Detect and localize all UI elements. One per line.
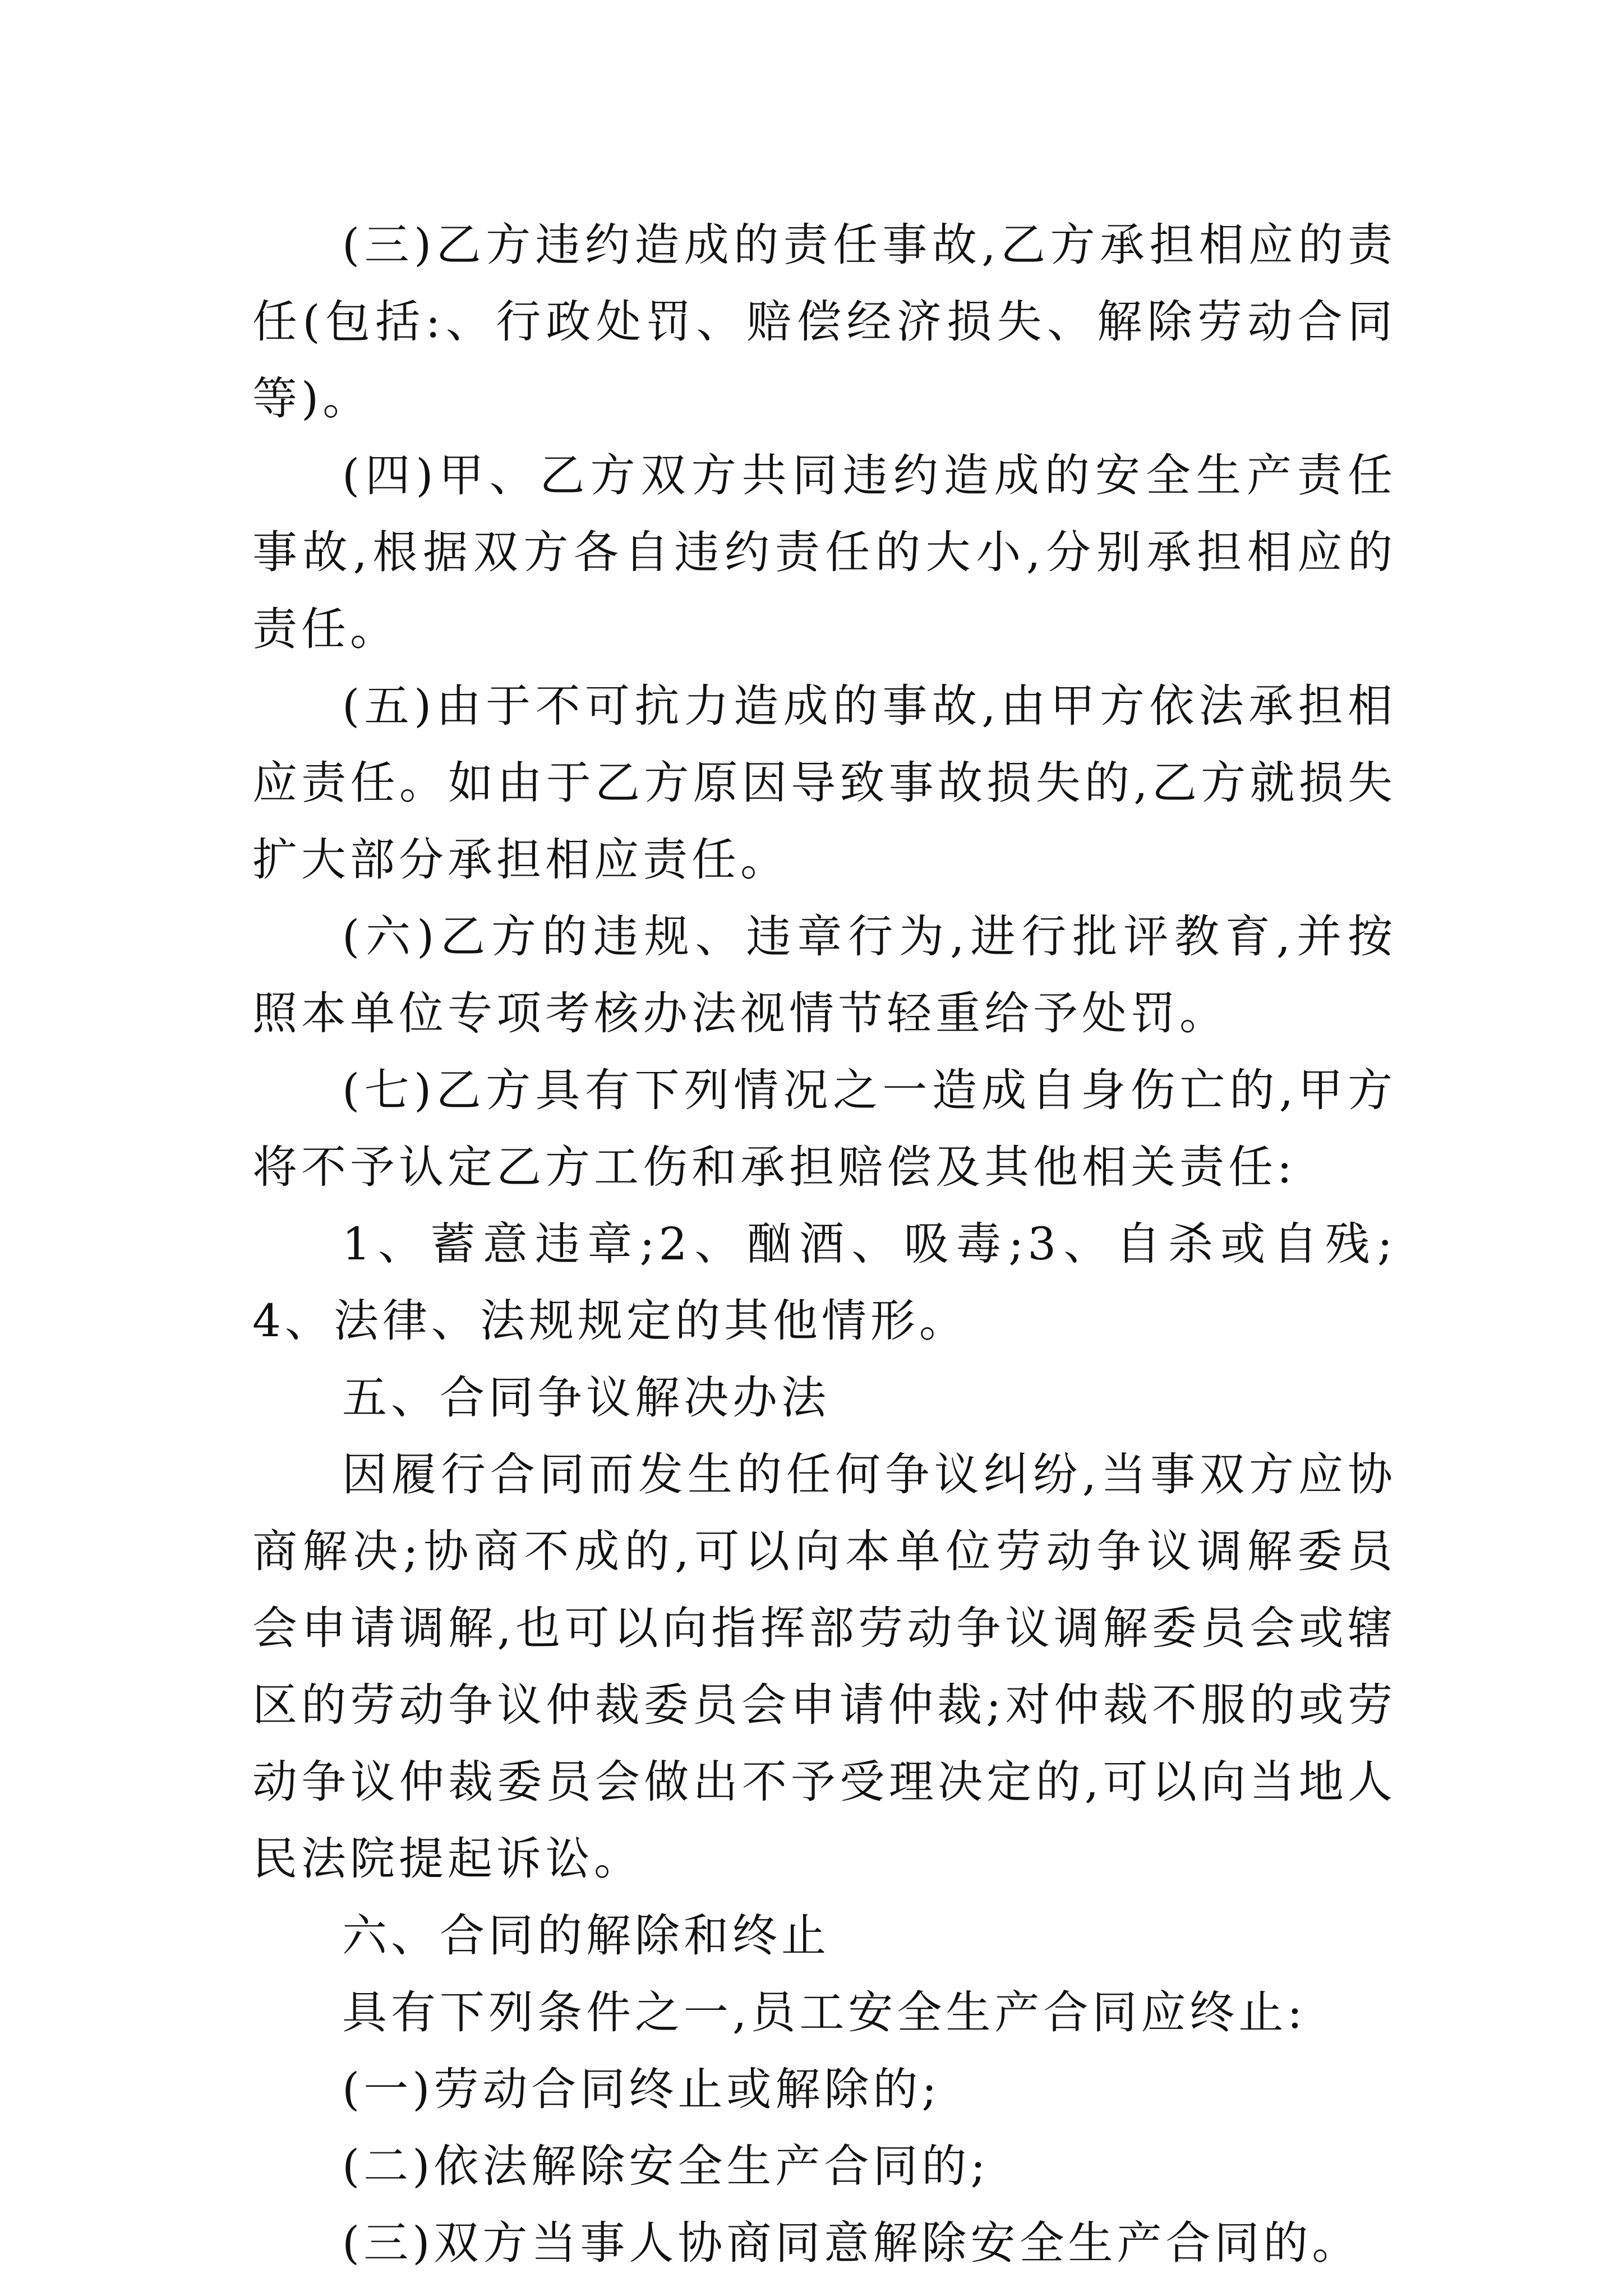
paragraph-liability-6: (六)乙方的违规、违章行为,进行批评教育,并按照本单位专项考核办法视情节轻重给予处罚。 [252, 910, 1396, 1039]
paragraph-liability-5: (五)由于不可抗力造成的事故,由甲方依法承担相应责任。如由于乙方原因导致事故损失的,乙方就损失扩大部分承担相应责任。 [252, 680, 1396, 886]
paragraph-dispute-resolution: 因履行合同而发生的任何争议纠纷,当事双方应协商解决;协商不成的,可以向本单位劳动争议调解委员会申请调解,也可以向指挥部劳动争议调解委员会或辖区的劳动争议仲裁委员会申请仲裁;对仲裁不服的或劳动争议仲裁委员会做出不予受理决定的,可以向当地人民法院提起诉讼。 [252, 1448, 1396, 1885]
section-heading-termination: 六、合同的解除和终止 [342, 1910, 830, 1962]
document-body [252, 206, 1396, 2281]
paragraph-termination-2: (二)依法解除安全生产合同的; [342, 2140, 990, 2192]
paragraph-liability-3: (三)乙方违约造成的责任事故,乙方承担相应的责任(包括:、行政处罚、赔偿经济损失、解除劳动合同等)。 [252, 219, 1396, 425]
paragraph-liability-4: (四)甲、乙方双方共同违约造成的安全生产责任事故,根据双方各自违约责任的大小,分别承担相应的责任。 [252, 449, 1396, 655]
paragraph-liability-7-list: 1、蓄意违章;2、酗酒、吸毒;3、自杀或自残;4、法律、法规规定的其他情形。 [252, 1218, 1396, 1347]
paragraph-termination-1: (一)劳动合同终止或解除的; [342, 2063, 941, 2115]
paragraph-termination-intro: 具有下列条件之一,员工安全生产合同应终止: [342, 1986, 1307, 2039]
section-heading-dispute: 五、合同争议解决办法 [342, 1372, 830, 1424]
paragraph-liability-7: (七)乙方具有下列情况之一造成自身伤亡的,甲方将不予认定乙方工伤和承担赔偿及其他相关责任: [252, 1064, 1396, 1193]
paragraph-termination-3: (三)双方当事人协商同意解除安全生产合同的。 [342, 2217, 1361, 2269]
